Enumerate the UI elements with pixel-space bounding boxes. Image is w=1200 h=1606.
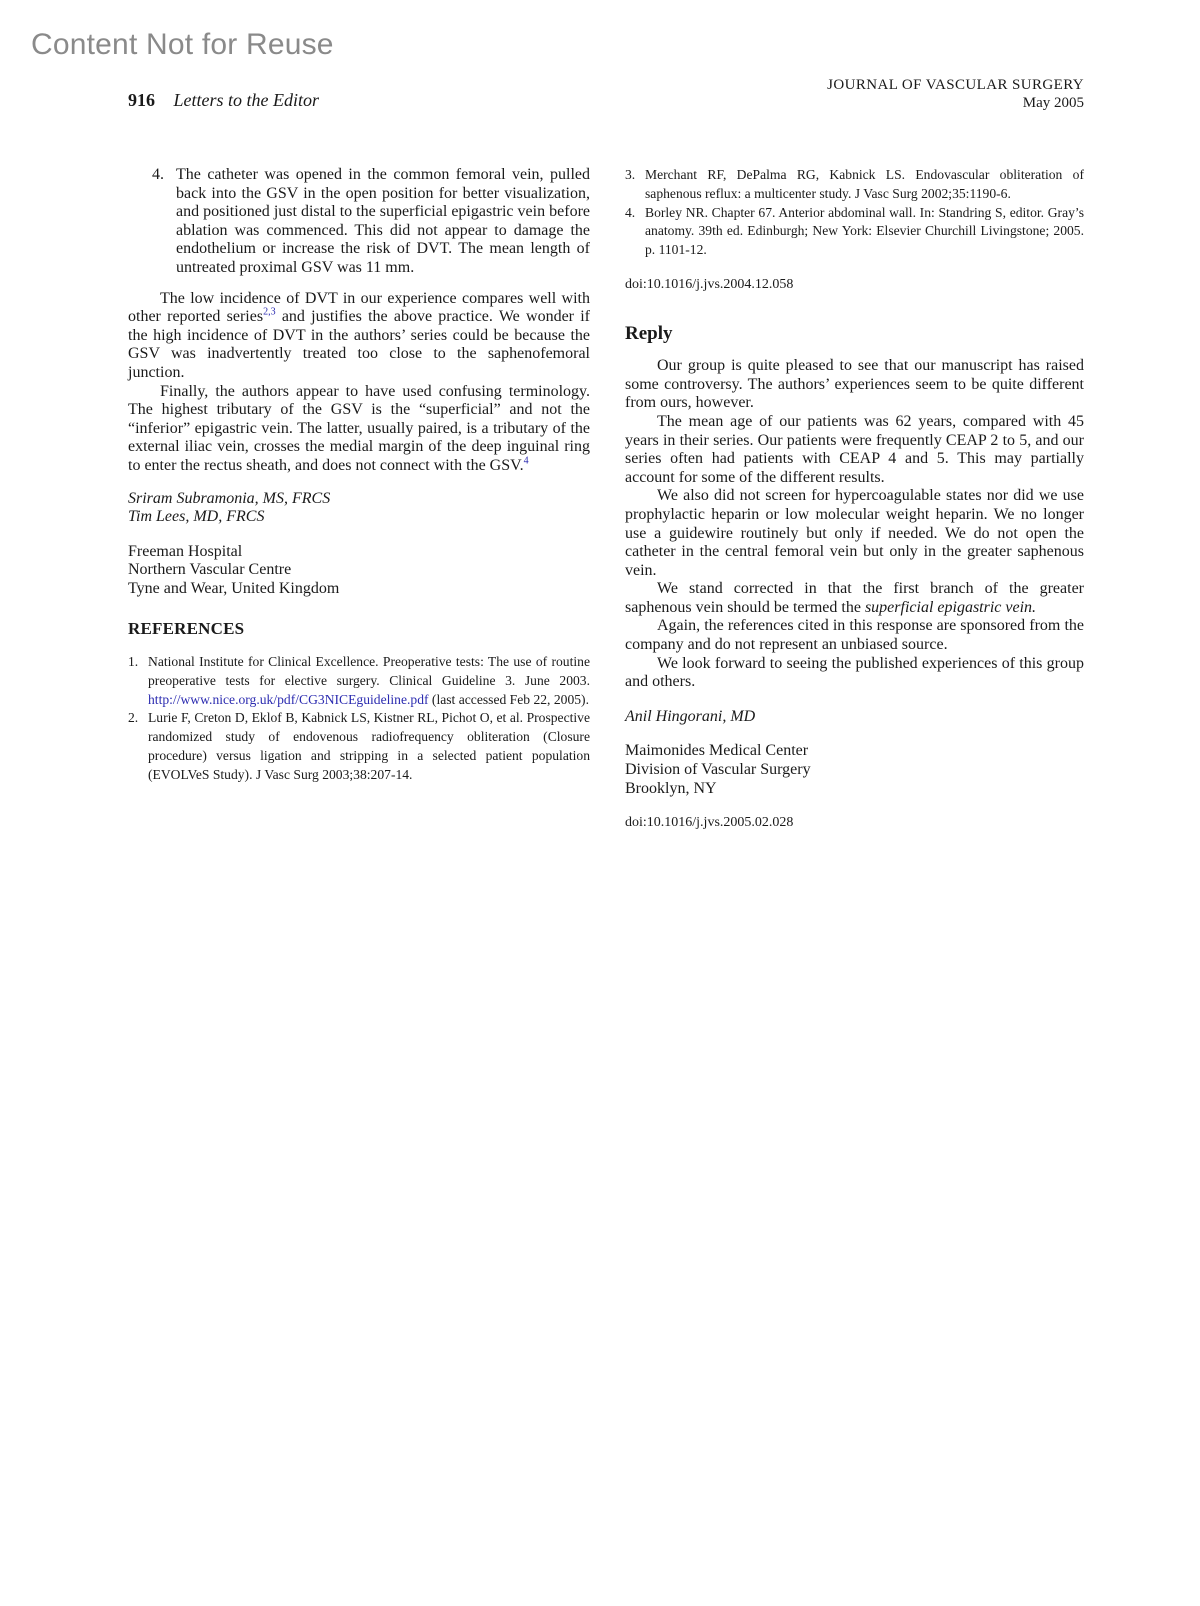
affiliation-line: Northern Vascular Centre bbox=[128, 561, 292, 579]
reply-paragraph-4 bbox=[625, 580, 1084, 617]
affiliation-line: Maimonides Medical Center bbox=[625, 742, 809, 760]
paragraph-text: and justifies the above practice. We wonder if the high incidence of DVT in the authors’ series could be because the GSV was inadvertently treated too close to the saphenofemoral junction. bbox=[128, 308, 591, 381]
references-list bbox=[128, 653, 590, 785]
emphasized-text: superficial epigastric vein. bbox=[864, 598, 1037, 616]
paragraph-text: We stand corrected in that the first branch of the greater saphenous vein should be termed the bbox=[625, 580, 1084, 616]
reply-paragraph-5: Again, the references cited in this response are sponsored from the company and do not represent an unbiased source. bbox=[625, 617, 1084, 654]
letter-authors bbox=[128, 490, 590, 527]
letter-paragraph-2 bbox=[128, 383, 590, 476]
list-item-number: 4. bbox=[152, 166, 164, 183]
author-name: Tim Lees, MD, FRCS bbox=[128, 508, 265, 526]
reply-paragraph-6: We look forward to seeing the published experiences of this group and others. bbox=[625, 654, 1084, 691]
reply-paragraph-3: We also did not screen for hypercoagulable states nor did we use prophylactic heparin or low molecular weight heparin. We no longer use a guidewire routinely but only if needed. We do not open the catheter in the central femoral vein but only in the greater saphenous vein. bbox=[625, 487, 1084, 579]
paragraph-text: Finally, the authors appear to have used confusing terminology. The highest tributary of the GSV is the “superficial” and not the “inferior” epigastric vein. The latter, usually paired, is a tributary of the external iliac vein, crosses the medial margin of the deep inguinal ring to enter the rectus sheath, and does not connect with the GSV. bbox=[128, 382, 590, 474]
running-header-left bbox=[128, 90, 319, 111]
reply-paragraph-2: The mean age of our patients was 62 years, compared with 45 years in their series. Our patients were frequently CEAP 2 to 5, and our series often had patients with CEAP 4 and 5. This may partially account for some of the different results. bbox=[625, 412, 1084, 486]
reference-item-2 bbox=[128, 709, 590, 784]
left-column bbox=[128, 166, 590, 785]
reference-text: Borley NR. Chapter 67. Anterior abdominal wall. In: Standring S, editor. Gray’s anatomy. 39th ed. Edinburgh; New York: Elsevier Churchill Livingstone; 2005. p. 1101-12. bbox=[645, 204, 1084, 258]
section-title: Letters to the Editor bbox=[173, 90, 319, 110]
affiliation-line: Tyne and Wear, United Kingdom bbox=[128, 579, 340, 597]
right-column bbox=[625, 166, 1084, 833]
reference-number: 2. bbox=[128, 710, 139, 726]
affiliation-line: Brooklyn, NY bbox=[625, 779, 717, 797]
references-list-continued bbox=[625, 166, 1084, 260]
letter-doi[interactable]: doi:10.1016/j.jvs.2004.12.058 bbox=[625, 276, 794, 292]
watermark-text: Content Not for Reuse bbox=[31, 28, 334, 61]
letter-affiliation bbox=[128, 543, 590, 599]
reply-affiliation bbox=[625, 742, 1084, 798]
reference-text: Merchant RF, DePalma RG, Kabnick LS. Endovascular obliteration of saphenous reflux: a multicenter study. J Vasc Surg 2002;35:1190-6. bbox=[645, 167, 1084, 201]
citation-superscript[interactable]: 2,3 bbox=[263, 306, 276, 318]
reference-item-4 bbox=[625, 204, 1084, 260]
reference-number: 3. bbox=[625, 167, 636, 182]
letter-paragraph-1 bbox=[128, 290, 590, 383]
reply-author: Anil Hingorani, MD bbox=[625, 707, 756, 725]
reply-doi[interactable]: doi:10.1016/j.jvs.2005.02.028 bbox=[625, 815, 794, 831]
reference-text: Lurie F, Creton D, Eklof B, Kabnick LS, Kistner RL, Pichot O, et al. Prospective randomized study of endovenous radiofrequency obliteration (Closure procedure) versus ligation and stripping in a selected patient population (EVOLVeS Study). J Vasc Surg 2003;38:207-14. bbox=[148, 710, 590, 782]
reference-link[interactable]: http://www.nice.org.uk/pdf/CG3NICEguideline.pdf bbox=[148, 691, 429, 707]
paragraph-text: The low incidence of DVT in our experience compares well with other reported series bbox=[128, 289, 590, 326]
reply-heading: Reply bbox=[625, 322, 673, 344]
list-item-text: The catheter was opened in the common femoral vein, pulled back into the GSV in the open position for better visualization, and positioned just distal to the superficial epigastric vein before ablation was commenced. This did not appear to damage the endothelium or increase the risk of DVT. The mean length of untreated proximal GSV was 11 mm. bbox=[176, 166, 590, 276]
references-heading: REFERENCES bbox=[128, 619, 245, 639]
affiliation-line: Freeman Hospital bbox=[128, 542, 243, 560]
issue-date: May 2005 bbox=[1022, 95, 1084, 111]
reference-number: 4. bbox=[625, 204, 636, 220]
letter-list-item-4 bbox=[128, 166, 590, 278]
journal-name: JOURNAL OF VASCULAR SURGERY bbox=[827, 77, 1084, 93]
reference-text: (last accessed Feb 22, 2005). bbox=[428, 691, 589, 707]
reference-text: National Institute for Clinical Excellence. Preoperative tests: The use of routine preoperative tests for elective surgery. Clinical Guideline 3. June 2003. bbox=[148, 654, 590, 688]
page-number: 916 bbox=[128, 90, 155, 110]
reply-paragraph-1: Our group is quite pleased to see that our manuscript has raised some controversy. The authors’ experiences seem to be quite different from ours, however. bbox=[625, 357, 1084, 412]
reference-number: 1. bbox=[128, 654, 139, 670]
reference-item-3 bbox=[625, 166, 1084, 204]
affiliation-line: Division of Vascular Surgery bbox=[625, 761, 811, 779]
running-header-right bbox=[827, 76, 1084, 112]
author-name: Sriram Subramonia, MS, FRCS bbox=[128, 489, 331, 507]
reference-item-1 bbox=[128, 653, 590, 709]
citation-superscript[interactable]: 4 bbox=[523, 455, 529, 467]
